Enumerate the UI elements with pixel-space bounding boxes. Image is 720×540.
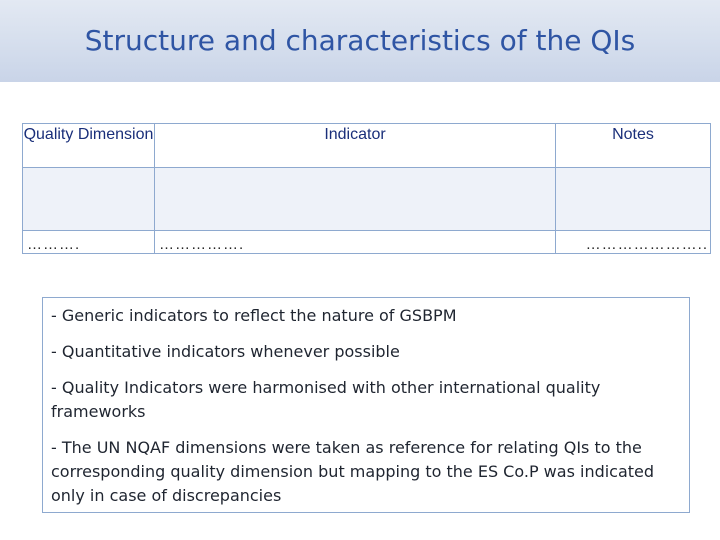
- title-banner: [0, 0, 720, 82]
- note-item: - Quantitative indicators whenever possible: [51, 342, 400, 361]
- table-header-row: [23, 124, 711, 168]
- table-cell: [556, 168, 711, 231]
- slide-title: Structure and characteristics of the QIs: [84, 24, 636, 57]
- header-indicator: Indicator: [155, 124, 556, 168]
- table-row: [23, 231, 711, 254]
- note-item: - The UN NQAF dimensions were taken as reference for relating QIs to the corresponding quality dimension but mapping to the ES Co.P was indicated only in case of discrepancies: [51, 438, 655, 505]
- header-quality-dimension: Quality Dimension: [23, 124, 155, 168]
- table-cell: [155, 168, 556, 231]
- header-notes: Notes: [556, 124, 711, 168]
- table-cell: [23, 168, 155, 231]
- quality-dimension-placeholder: ……….: [23, 231, 155, 254]
- notes-placeholder: …………………..: [556, 231, 711, 254]
- table-row: [23, 168, 711, 231]
- characteristics-notes-box: [42, 297, 690, 513]
- note-item: - Quality Indicators were harmonised with other international quality frameworks: [51, 378, 601, 421]
- indicator-placeholder: …………….: [155, 231, 556, 254]
- qi-structure-table: [22, 123, 711, 254]
- note-item: - Generic indicators to reflect the nature of GSBPM: [51, 306, 457, 325]
